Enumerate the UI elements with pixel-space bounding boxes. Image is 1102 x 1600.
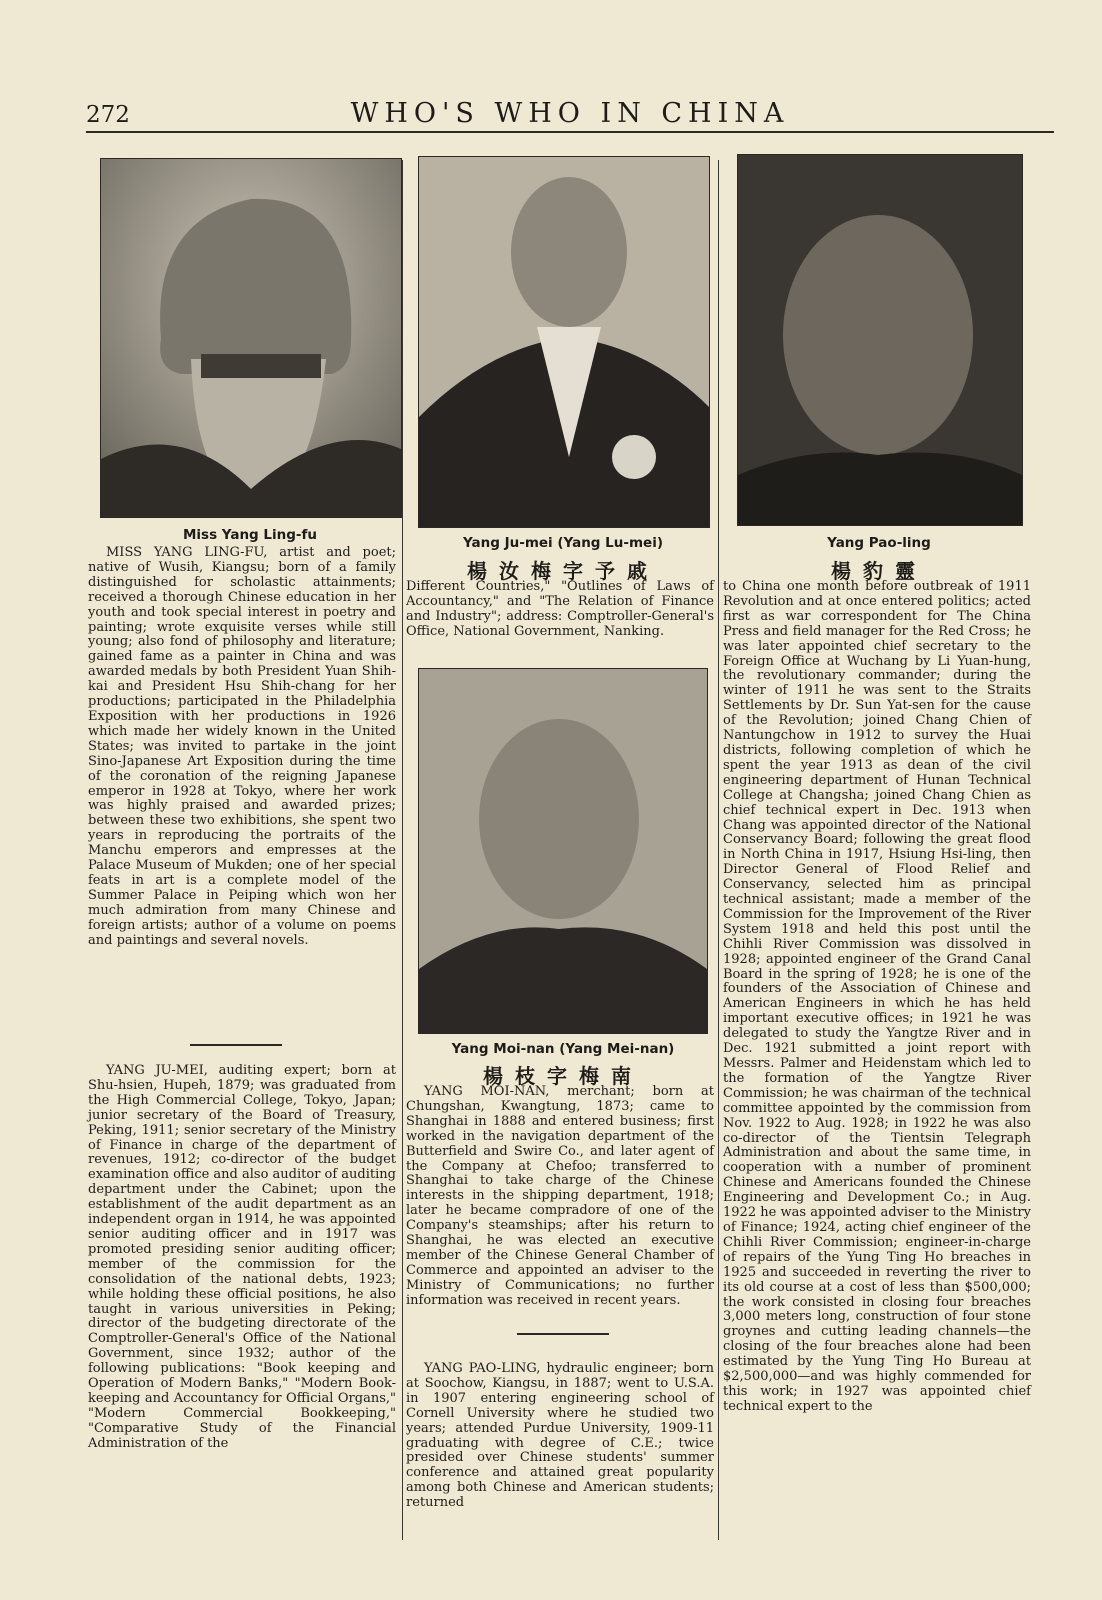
entry-text: to China one month before outbreak of 1911 Revolution and at once entered politics; acted first as war correspondent for The China Press and field manager for the Red Cross; he was later appointed chief secretary to the Foreign Office at Wuchang by Li Yuan-hung, the revolutionary commander; during the winter of 1911 he was sent to the Straits Settlements by Dr. Sun Yat-sen for the cause of the Revolution; joined Chang Chien of Nantungchow in 1912 to survey the Huai districts, following completion of which he spent the year 1913 as dean of the civil engineering department of Hunan Technical College at Changsha; joined Chang Chien as chief technical expert in Dec. 1913 when Chang was appointed director of the National Conservancy Board; following the great flood in North China in 1917, Hsiung Hsi-ling, then Director General of Flood Relief and Conservancy, selected him as principal technical assistant; made a member of the Commission for the Improvement of the River System 1918 and held this post until the Chihli River Commission was dissolved in 1928; appointed engineer of the Grand Canal Board in the spring of 1928; he is one of the founders of the Association of Chinese and American Engineers in which he has held important executive offices; in 1921 he was delegated to study the Yangtze River and in Dec. 1921 submitted a joint report with Messrs. Palmer and Heidenstam which led to the formation of the Yangtze River Commission; he was chairman of the technical committee appointed by the commission from Nov. 1922 to Aug. 1928; in 1922 he was also co-director of the Tientsin Telegraph Administration and about the same time, in cooperation with a number of prominent Chinese and Americans founded the Chinese Engineering and Development Co.; in Aug. 1922 he was appointed adviser to the Ministry of Finance; 1924, acting chief engineer of the Chihli River Commission; engineer-in-charge of repairs of the Yung Ting Ho breaches in 1925 and succeeded in reverting the river to its old course at a cost of less than $500,000; the work consisted in closing four breaches 3,000 meters long, construction of four stone groynes and cutting leading channels—the closing of the four breaches alone had been estimated by the Yung Ting Ho Bureau at $2,500,000—and was highly commended for this work; in 1927 was appointed chief technical expert to the [723,579,1031,1414]
entry-text: YANG JU-MEI, auditing expert; born at Shu-hsien, Hupeh, 1879; was graduated from the High Commercial College, Tokyo, Japan; junior secretary of the Board of Treasury, Peking, 1911; senior secretary of the Ministry of Finance in charge of the department of revenues, 1912; co-director of the budget examination office and also auditor of auditing department under the Cabinet; upon the establishment of the audit department as an independent organ in 1914, he was appointed senior auditing officer and in 1917 was promoted presiding senior auditing officer; member of the commission for the consolidation of the national debts, 1923; while holding these official positions, he also taught in various universities in Peking; director of the budgeting directorate of the Comptroller-General's Office of the National Government, since 1932; author of the following publications: "Book keeping and Operation of Modern Banks," "Modern Book-keeping and Accountancy for Official Organs," "Modern Commercial Bookkeeping," "Comparative Study of the Financial Administration of the [88,1063,396,1451]
chinese-name-yang-pao-ling: 楊豹靈 [831,559,927,583]
column-rule-right [718,160,719,1540]
entry-yang-pao-ling-continued [723,580,1031,1415]
caption-yang-ling-fu: Miss Yang Ling-fu [182,527,318,543]
portrait-yang-moi-nan [418,668,708,1034]
entry-text: YANG MOI-NAN, merchant; born at Chungshan, Kwangtung, 1873; came to Shanghai in 1888 and entered business; first worked in the navigation department of the Butterfield and Swire Co., and later agent of the Company at Chefoo; transferred to Shanghai to take charge of the Chinese interests in the shipping department, 1918; later he became compradore of one of the Company's steamships; after his return to Shanghai, he was elected an executive member of the Chinese General Chamber of Commerce and appointed an adviser to the Ministry of Communications; no further information was received in recent years. [406,1084,714,1308]
portrait-yang-ling-fu [100,158,402,518]
entry-yang-ling-fu [88,546,396,948]
entry-yang-moi-nan [406,1085,714,1309]
entry-yang-ju-mei-continued [406,580,714,640]
separator-rule [190,1044,282,1046]
page-header [86,98,1054,132]
chinese-name-yang-moi-nan: 楊枝字梅南 [483,1064,643,1088]
caption-yang-pao-ling: Yang Pao-ling [827,535,931,551]
entry-text: YANG PAO-LING, hydraulic engineer; born at Soochow, Kiangsu, in 1887; went to U.S.A. in 1907 entering engineering school of Cornell University where he studied two years; attended Purdue University, 1909-11 graduating with degree of C.E.; twice presided over Chinese students' summer conference and attained great popularity among both Chinese and American students; returned [406,1361,714,1511]
entry-text: MISS YANG LING-FU, artist and poet; native of Wusih, Kiangsu; born of a family distinguished for scholastic attainments; received a thorough Chinese education in her youth and took special interest in poetry and painting; wrote exquisite verses while still young; also fond of philosophy and literature; gained fame as a painter in China and was awarded medals by both President Yuan Shih-kai and President Hsu Shih-chang for her productions; participated in the Philadelphia Exposition with her productions in 1926 which made her widely known in the United States; was invited to partake in the joint Sino-Japanese Art Exposition during the time of the coronation of the reigning Japanese emperor in 1928 at Tokyo, where her work was highly praised and awarded prizes; between these two exhibitions, she spent two years in reproducing the portraits of the Manchu emperors and empresses at the Palace Museum of Mukden; one of her special feats in art is a complete model of the Summer Palace in Peiping which won her much admiration from many Chinese and foreign artists; author of a volume on poems and paintings and several novels. [88,545,396,948]
column-rule-left [402,160,403,1540]
page-number: 272 [86,102,130,128]
chinese-name-yang-ju-mei: 楊汝梅字予戚 [467,559,659,583]
entry-text: Different Countries," "Outlines of Laws of Accountancy," and "The Relation of Finance and Industry"; address: Comptroller-General's Office, National Government, Nanking. [406,579,714,639]
separator-rule [517,1333,609,1335]
caption-yang-moi-nan: Yang Moi-nan (Yang Mei-nan) [451,1041,675,1057]
portrait-yang-pao-ling [737,154,1023,526]
portrait-yang-ju-mei [418,156,710,528]
header-rule [86,131,1054,133]
caption-yang-ju-mei: Yang Ju-mei (Yang Lu-mei) [462,535,664,551]
running-title: WHO'S WHO IN CHINA [350,98,790,129]
entry-yang-pao-ling [406,1362,714,1511]
entry-yang-ju-mei [88,1064,396,1452]
